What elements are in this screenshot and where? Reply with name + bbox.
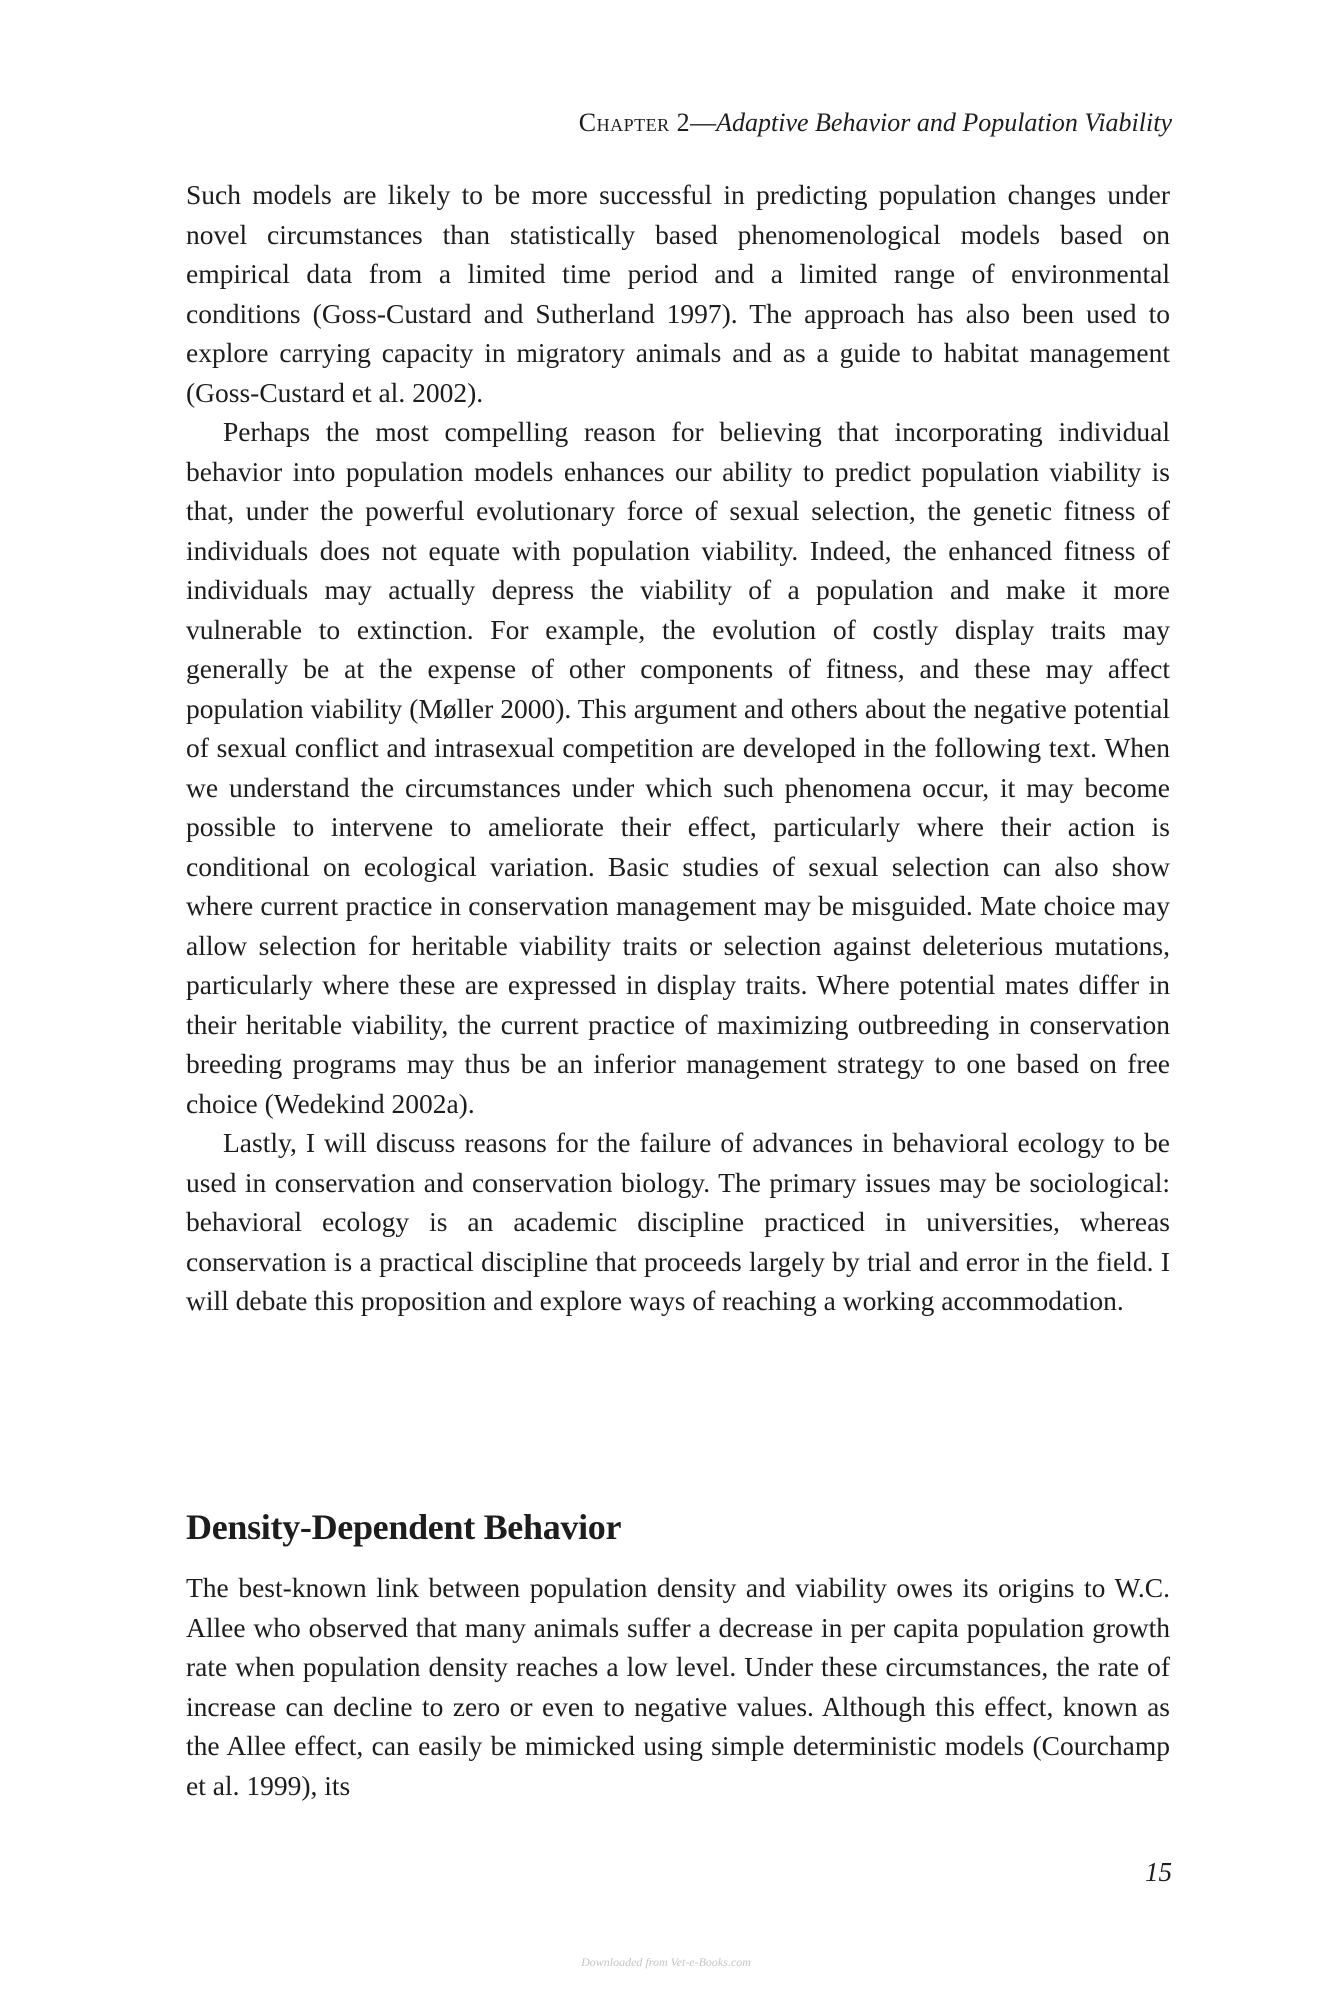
page-number: 15: [1145, 1857, 1172, 1887]
watermark: Downloaded from Vet-e-Books.com: [581, 1955, 751, 1969]
section-body: [186, 1568, 1170, 1805]
running-head-chapter: Chapter 2: [578, 108, 691, 137]
paragraph: Such models are likely to be more successful in predicting population changes under novel circumstances than statistically based phenomenological models based on empirical data from a limited time period and a limited range of environmental conditions (Goss-Custard and Sutherland 1997). The approach has also been used to explore carrying capacity in migratory animals and as a guide to habitat management (Goss-Custard et al. 2002).: [186, 179, 1170, 408]
running-head-title: Adaptive Behavior and Population Viability: [716, 108, 1172, 137]
running-head: [579, 107, 1172, 139]
section-heading: Density-Dependent Behavior: [186, 1507, 622, 1547]
paragraph: Perhaps the most compelling reason for believing that incorporating individual behavior into population models enhances our ability to predict population viability is that, under the powerful evolutionary force of sexual selection, the genetic fitness of individuals does not equate with population viability. Indeed, the enhanced fitness of individuals may actually depress the viability of a population and make it more vulnerable to extinction. For example, the evolution of costly display traits may generally be at the expense of other components of fitness, and these may affect population viability (Møller 2000). This argument and others about the negative potential of sexual conflict and intrasexual competition are developed in the following text. When we understand the circumstances under which such phenomena occur, it may become possible to intervene to ameliorate their effect, particularly where their action is conditional on ecological variation. Basic studies of sexual selection can also show where current practice in conservation management may be misguided. Mate choice may allow selection for heritable viability traits or selection against deleterious mutations, particularly where these are expressed in display traits. Where potential mates differ in their heritable viability, the current practice of maximizing outbreeding in conservation breeding programs may thus be an inferior management strategy to one based on free choice (Wedekind 2002a).: [186, 416, 1170, 1119]
running-head-dash: —: [690, 108, 717, 137]
paragraph: Lastly, I will discuss reasons for the failure of advances in behavioral ecology to be used in conservation and conservation biology. The primary issues may be sociological: behavioral ecology is an academic discipline practiced in universities, whereas conservation is a practical discipline that proceeds largely by trial and error in the field. I will debate this proposition and explore ways of reaching a working accommodation.: [186, 1127, 1170, 1316]
paragraph: The best-known link between population density and viability owes its origins to W.C. Allee who observed that many animals suffer a decrease in per capita population growth rate when population density reaches a low level. Under these circumstances, the rate of increase can decline to zero or even to negative values. Although this effect, known as the Allee effect, can easily be mimicked using simple deterministic models (Courchamp et al. 1999), its: [186, 1572, 1170, 1801]
body-text: [186, 175, 1170, 1321]
